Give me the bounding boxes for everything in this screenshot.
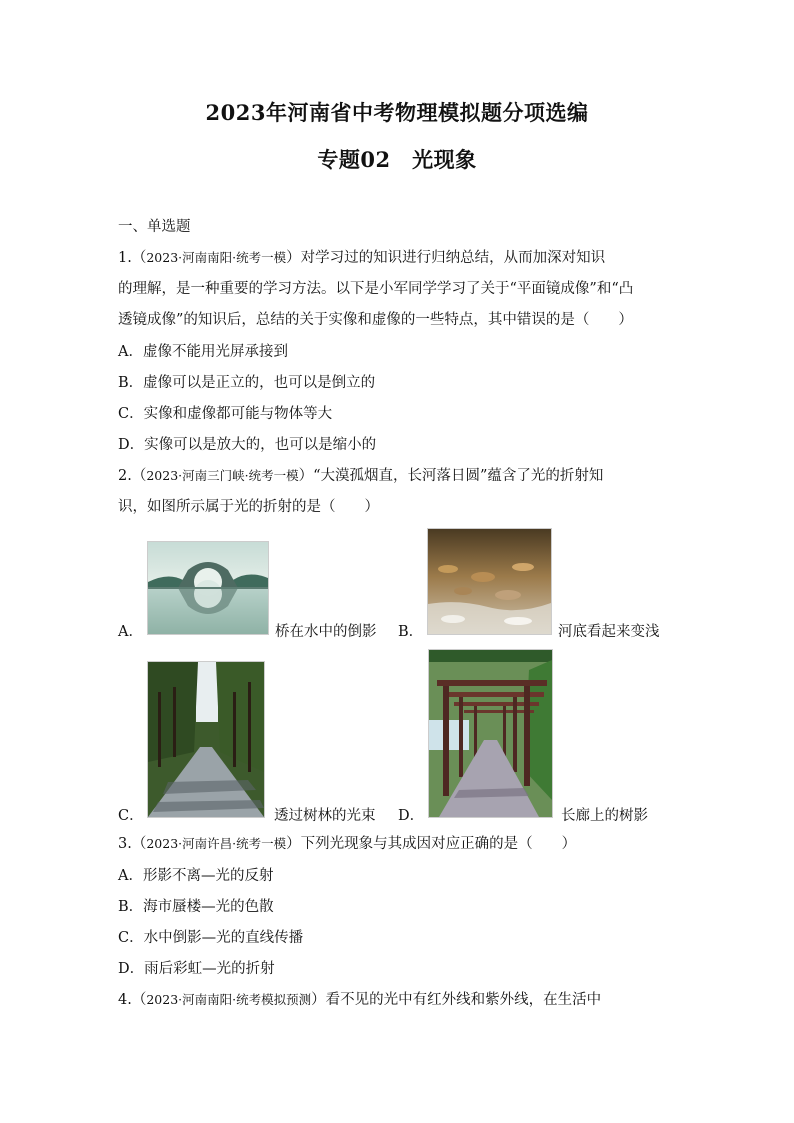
q2-option-c-caption: 透过树林的光束 [274,808,376,824]
q1-option-b: B．虚像可以是正立的，也可以是倒立的 [118,375,376,391]
q2-source: 2023·河南三门峡·统考一模 [146,468,299,483]
corridor-photo [428,649,553,818]
q3-line-1 [118,834,576,854]
document-title: 2023年河南省中考物理模拟题分项选编 [205,100,589,125]
q1-stem-start: ）对学习过的知识进行归纳总结，从而加深对知识 [286,250,606,266]
q1-number: 1.（ [118,250,147,266]
q3-number: 3.（ [118,836,147,852]
q2-option-d-caption: 长廊上的树影 [561,808,648,824]
q2-option-a-label: A． [118,624,143,640]
q2-option-b-label: B． [398,624,424,640]
q3-option-a: A．形影不离—光的反射 [118,868,274,884]
q3-option-d: D．雨后彩虹—光的折射 [118,961,275,977]
q4-source: 2023·河南南阳·统考模拟预测 [146,992,312,1007]
q2-option-c-label: C． [118,808,144,824]
q1-line-1 [118,248,605,268]
q3-stem: ）下列光现象与其成因对应正确的是（ ） [286,836,577,852]
q3-source: 2023·河南许昌·统考一模 [146,836,287,851]
q2-line-1 [118,466,603,486]
q1-option-d: D．实像可以是放大的，也可以是缩小的 [118,437,377,453]
section-heading: 一、单选题 [118,219,191,235]
q2-option-b-caption: 河底看起来变浅 [558,624,660,640]
q3-option-b: B．海市蜃楼—光的色散 [118,899,274,915]
q2-option-d-label: D． [398,808,425,824]
q1-option-a: A．虚像不能用光屏承接到 [118,344,288,360]
q4-number: 4.（ [118,992,147,1008]
q2-option-a-caption: 桥在水中的倒影 [275,624,377,640]
q2-stem-start: ）“大漠孤烟直，长河落日圆”蕴含了光的折射知 [298,468,604,484]
q2-line-2: 识，如图所示属于光的折射的是（ ） [118,499,379,515]
q4-line-1 [118,990,601,1010]
riverbed-photo [427,528,552,635]
q2-number: 2.（ [118,468,147,484]
bridge-reflection-photo [147,541,269,635]
q3-option-c: C．水中倒影—光的直线传播 [118,930,304,946]
q1-option-c: C．实像和虚像都可能与物体等大 [118,406,333,422]
q1-source: 2023·河南南阳·统考一模 [146,250,287,265]
q1-line-3: 透镜成像”的知识后，总结的关于实像和虚像的一些特点，其中错误的是（ ） [118,312,633,328]
document-subtitle: 专题02 光现象 [317,147,477,172]
q1-line-2: 的理解，是一种重要的学习方法。以下是小军同学学习了关于“平面镜成像”和“凸 [118,281,634,297]
q4-stem-start: ）看不见的光中有红外线和紫外线，在生活中 [311,992,602,1008]
forest-road-photo [147,661,265,818]
